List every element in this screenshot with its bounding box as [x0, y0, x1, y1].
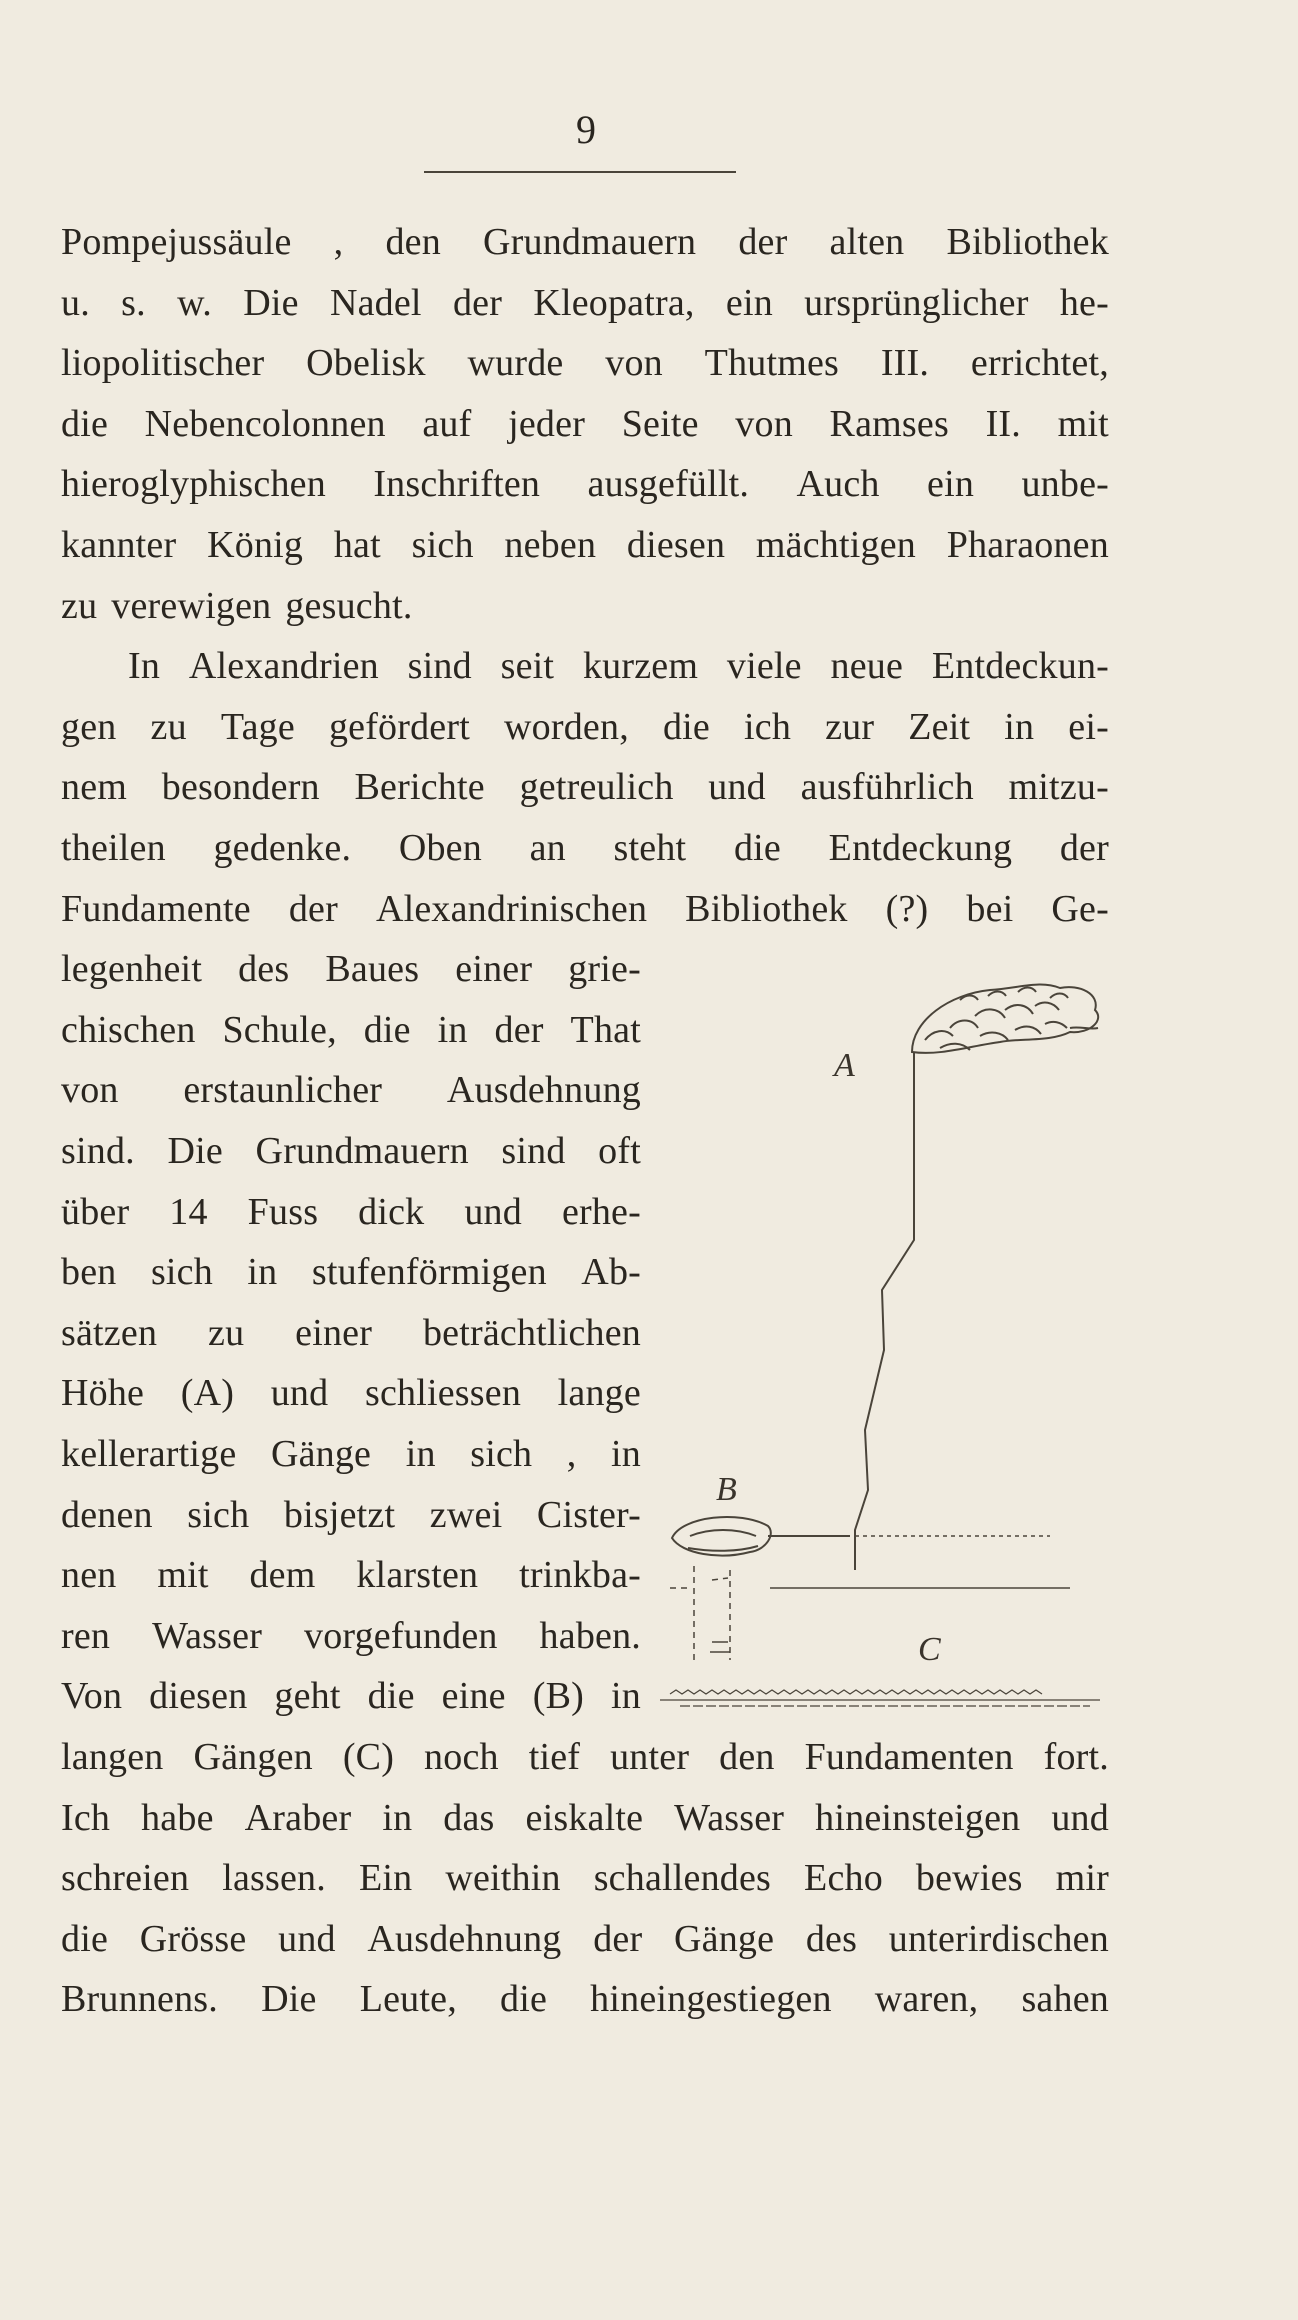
gallery-walls-shape — [670, 1566, 730, 1660]
text-line: u. s. w. Die Nadel der Kleopatra, ein ursprünglicher he- — [61, 281, 1109, 324]
text-line: In Alexandrien sind seit kurzem viele neue Entdeckun- — [128, 645, 1109, 688]
text-line: ben sich in stufenförmigen Ab- — [61, 1251, 641, 1294]
text-line: legenheit des Baues einer grie- — [61, 948, 641, 991]
figure-label-a: A — [834, 1047, 855, 1084]
text-line: kellerartige Gänge in sich , in — [61, 1433, 641, 1475]
text-line: theilen gedenke. Oben an steht die Entdeckung der — [61, 827, 1109, 869]
cistern-figure — [650, 970, 1110, 1730]
text-line: chischen Schule, die in der That — [61, 1008, 641, 1051]
rubble-top-shape — [912, 985, 1098, 1053]
text-line: über 14 Fuss dick und erhe- — [61, 1190, 641, 1233]
text-line: liopolitischer Obelisk wurde von Thutmes III. errichtet, — [61, 342, 1109, 385]
text-line: Von diesen geht die eine (B) in — [61, 1675, 641, 1718]
figure-label-b: B — [716, 1471, 737, 1508]
text-line: nem besondern Berichte getreulich und ausführlich mitzu- — [61, 766, 1109, 809]
text-line: denen sich bisjetzt zwei Cister- — [61, 1493, 641, 1536]
text-line: zu verewigen gesucht. — [61, 584, 413, 627]
text-line: sätzen zu einer beträchtlichen — [61, 1311, 641, 1354]
figure-label-c: C — [918, 1631, 941, 1668]
text-line: sind. Die Grundmauern sind oft — [61, 1130, 641, 1172]
gallery-marks-shape — [710, 1642, 730, 1652]
text-line: gen zu Tage gefördert worden, die ich zur Zeit in ei- — [61, 705, 1109, 748]
page-number: 9 — [576, 107, 596, 152]
text-line: Ich habe Araber in das eiskalte Wasser hineinsteigen und — [61, 1796, 1109, 1839]
text-line: hieroglyphischen Inschriften ausgefüllt. Auch ein unbe- — [61, 463, 1109, 506]
water-line-shape — [660, 1690, 1100, 1706]
text-line: von erstaunlicher Ausdehnung — [61, 1069, 641, 1112]
cistern-diagram — [650, 970, 1110, 1730]
text-line: Brunnens. Die Leute, die hineingestiegen waren, sahen — [61, 1978, 1109, 2021]
text-line: Pompejussäule , den Grundmauern der alten Bibliothek — [61, 221, 1109, 263]
header-rule — [424, 171, 736, 173]
text-line: langen Gängen (C) noch tief unter den Fundamenten fort. — [61, 1736, 1109, 1778]
text-line: die Grösse und Ausdehnung der Gänge des unterirdischen — [61, 1917, 1109, 1960]
text-line: ren Wasser vorgefunden haben. — [61, 1614, 641, 1657]
text-line: Fundamente der Alexandrinischen Bibliothek (?) bei Ge- — [61, 887, 1109, 930]
text-line: kannter König hat sich neben diesen mächtigen Pharaonen — [61, 524, 1109, 566]
text-line: nen mit dem klarsten trinkba- — [61, 1554, 641, 1597]
cistern-b-shape — [672, 1517, 771, 1556]
wall-line-shape — [855, 1052, 914, 1570]
text-line: schreien lassen. Ein weithin schallendes Echo bewies mir — [61, 1857, 1109, 1900]
text-line: Höhe (A) und schliessen lange — [61, 1372, 641, 1415]
text-line: die Nebencolonnen auf jeder Seite von Ramses II. mit — [61, 402, 1109, 445]
